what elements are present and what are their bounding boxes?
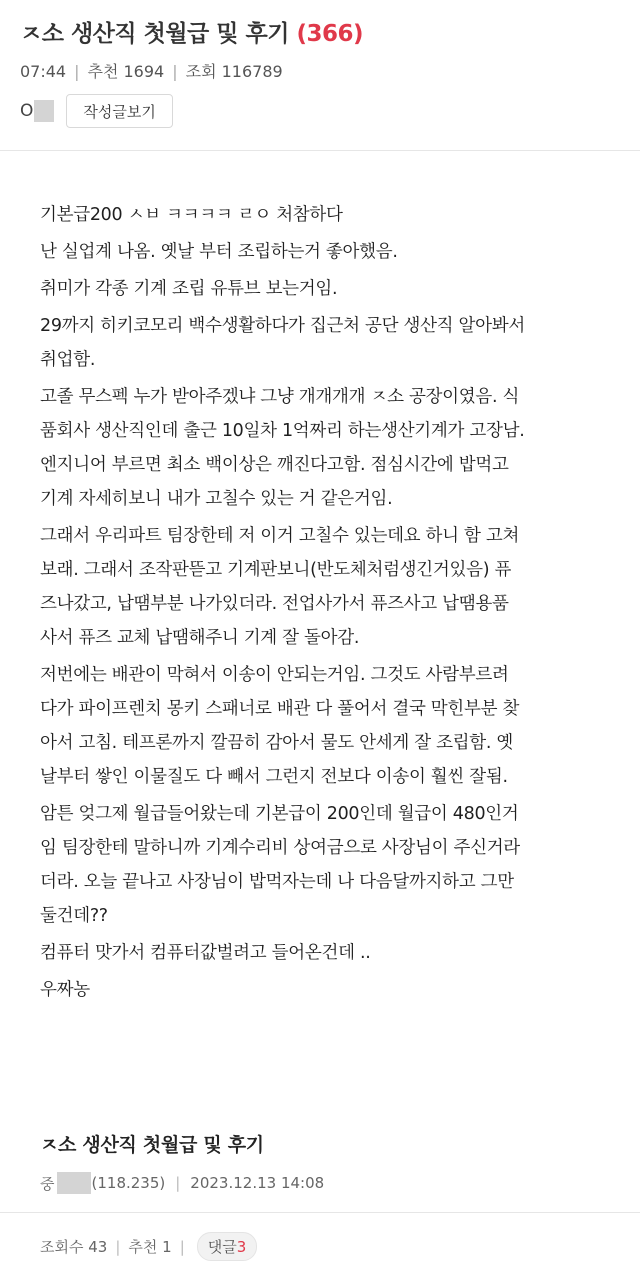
post-title — [20, 14, 620, 54]
body-line: 고졸 무스펙 누가 받아주겠냐 그냥 개개개개 ㅈ소 공장이였음. 식 — [40, 387, 520, 407]
body-line: 저번에는 배관이 막혀서 이송이 안되는거임. 그것도 사람부르려 — [40, 665, 509, 685]
meta-separator: | — [175, 1174, 181, 1192]
redacted-block — [34, 100, 54, 122]
author-row — [20, 94, 620, 128]
meta-separator: | — [179, 1237, 185, 1256]
body-line: 기계 자세히보니 내가 고칠수 있는 거 같은거임. — [40, 489, 393, 509]
stats-recommend: 추천 1 — [128, 1238, 172, 1256]
original-author-prefix: 중 — [40, 1174, 55, 1193]
body-line: 기본급200 ㅅㅂ ㅋㅋㅋㅋ ㄹㅇ 처참하다 — [40, 205, 343, 225]
comment-count-badge[interactable]: (366) — [296, 21, 363, 47]
post-header — [0, 0, 640, 128]
comments-button[interactable] — [197, 1232, 258, 1261]
comments-label: 댓글 — [207, 1238, 237, 1256]
body-line: 아서 고침. 테프론까지 깔끔히 감아서 물도 안세게 잘 조립함. 옛 — [40, 733, 514, 753]
body-line: 29까지 히키코모리 백수생활하다가 집근처 공단 생산직 알아봐서 — [40, 316, 525, 336]
stats-views: 조회수 43 — [40, 1238, 108, 1256]
body-line: 보래. 그래서 조작판뜯고 기계판보니(반도체처럼생긴거있음) 퓨 — [40, 560, 512, 580]
body-line: 더라. 오늘 끝나고 사장님이 밥먹자는데 나 다음달까지하고 그만 — [40, 872, 514, 892]
body-line: 컴퓨터 맛가서 컴퓨터값벌려고 들어온건데 .. — [40, 943, 371, 963]
body-line: 임 팀장한테 말하니까 기계수리비 상여금으로 사장님이 주신거라 — [40, 838, 520, 858]
comments-count: 3 — [236, 1238, 247, 1256]
body-line: 취업함. — [40, 350, 96, 370]
redacted-block — [57, 1172, 91, 1194]
body-line: 그래서 우리파트 팀장한테 저 이거 고칠수 있는데요 하니 함 고쳐 — [40, 526, 520, 546]
view-count: 조회 116789 — [185, 62, 283, 81]
body-line: 날부터 쌓인 이물질도 다 빼서 그런지 전보다 이송이 훨씬 잘됨. — [40, 767, 508, 787]
author-nickname[interactable] — [20, 100, 54, 122]
recommend-count: 추천 1694 — [87, 62, 165, 81]
body-line: 품회사 생산직인데 출근 10일차 1억짜리 하는생산기계가 고장남. — [40, 421, 525, 441]
original-post-title: ㅈ소 생산직 첫월급 및 후기 — [40, 1134, 264, 1156]
view-author-posts-button[interactable]: 작성글보기 — [66, 94, 172, 128]
post-meta — [20, 60, 620, 84]
author-ip: (118.235) — [91, 1174, 166, 1192]
body-line: 엔지니어 부르면 최소 백이상은 깨진다고함. 점심시간에 밥먹고 — [40, 455, 509, 475]
body-line: 다가 파이프렌치 몽키 스패너로 배관 다 풀어서 결국 막힌부분 찾 — [40, 699, 520, 719]
body-line: 난 실업계 나옴. 옛날 부터 조립하는거 좋아했음. — [40, 242, 398, 262]
meta-separator: | — [115, 1237, 121, 1256]
body-line: 즈나갔고, 납땜부분 나가있더라. 전업사가서 퓨즈사고 납땜용품 — [40, 594, 509, 614]
body-line: 암튼 엊그제 월급들어왔는데 기본급이 200인데 월급이 480인거 — [40, 804, 519, 824]
header-divider — [0, 150, 640, 151]
original-post-meta — [40, 1172, 324, 1194]
author-prefix: O — [20, 101, 34, 121]
post-title-text: ㅈ소 생산직 첫월급 및 후기 — [20, 21, 289, 47]
post-body — [40, 198, 620, 1010]
post-datetime: 2023.12.13 14:08 — [190, 1174, 325, 1192]
post-time: 07:44 — [20, 62, 67, 81]
body-line: 우짜농 — [40, 980, 90, 1000]
body-line: 사서 퓨즈 교체 납땜해주니 기계 잘 돌아감. — [40, 628, 360, 648]
body-line: 둘건데?? — [40, 906, 108, 926]
post-stats — [40, 1232, 257, 1261]
meta-separator: | — [172, 62, 178, 81]
meta-separator: | — [74, 62, 80, 81]
body-line: 취미가 각종 기계 조립 유튜브 보는거임. — [40, 279, 338, 299]
footer-divider — [0, 1212, 640, 1213]
